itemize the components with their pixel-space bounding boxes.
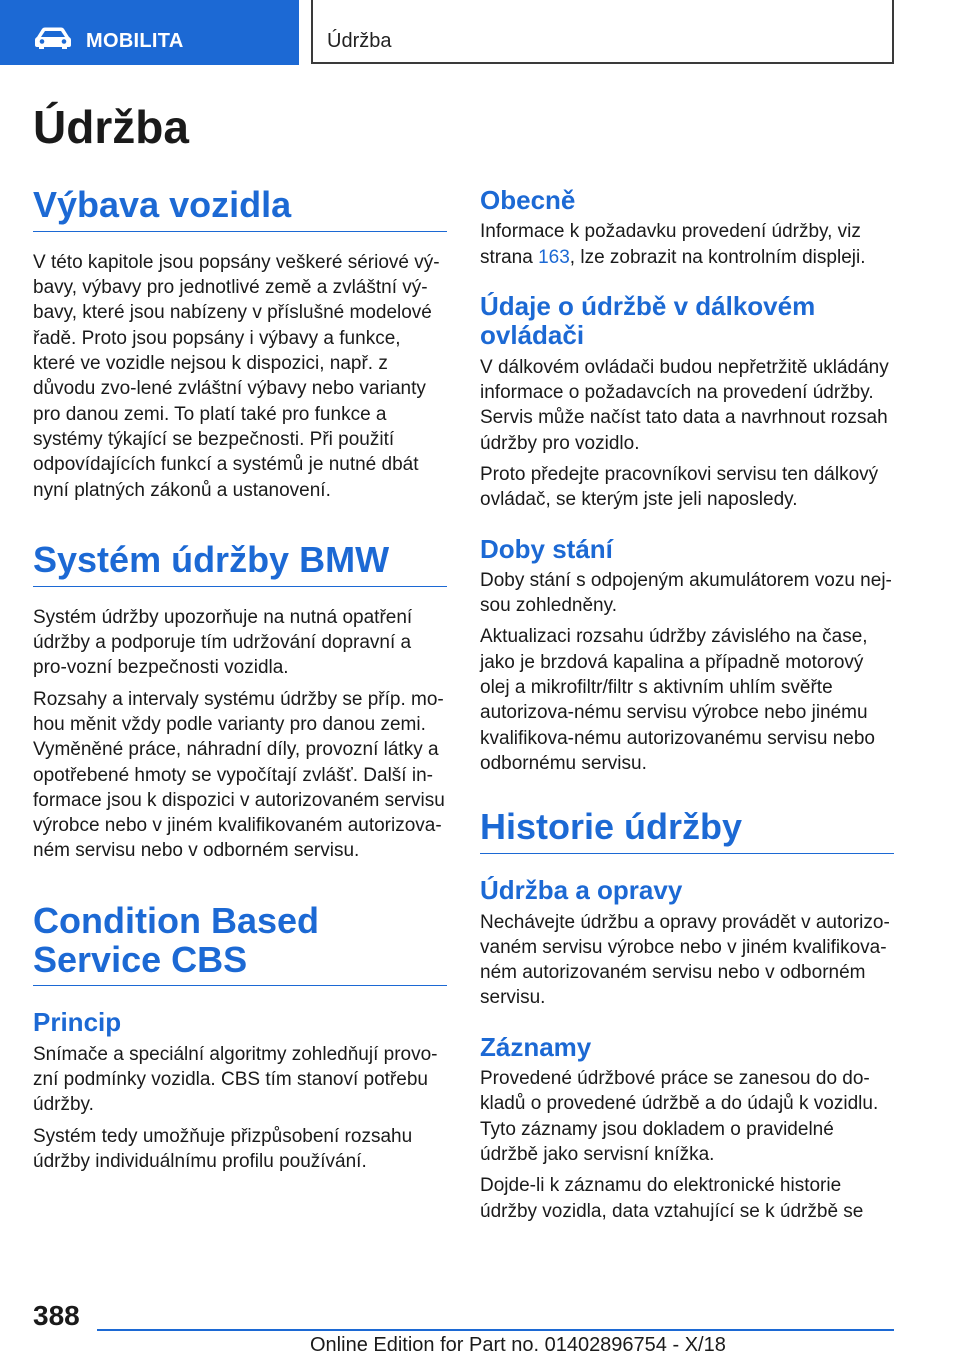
section-label: MOBILITA (86, 30, 184, 52)
right-column (480, 186, 894, 1230)
section-cbs (33, 899, 447, 1175)
heading-system-udrzby: Systém údržby BMW (33, 541, 447, 587)
subheading-princip: Princip (33, 1007, 122, 1038)
subheading-udaje: Údaje o údržbě v dálkovém ovládači (480, 290, 816, 351)
page-title: Údržba (33, 101, 189, 153)
text: Informace k požadavku provedení údržby, viz strana (480, 221, 861, 268)
section-vybava-vozidla (33, 186, 447, 503)
subheading-obecne: Obecně (480, 185, 576, 215)
subheading-zaznamy: Záznamy (480, 1031, 592, 1062)
subheading-udrzba-opravy: Údržba a opravy (480, 875, 683, 906)
paragraph: Provedené údržbové práce se zanesou do do-kladů o provedené údržbě a do údajů k vozidlu. Tyto záznamy jsou dokladem o pravidelné údržbě jako servisní knížka. (480, 1068, 879, 1165)
paragraph: V dálkovém ovládači budou nepřetržitě ukládány informace o požadavcích na provedení údržby. Servis může načíst tato data a navrhnout rozsah údržby pro vozidlo. (480, 356, 889, 454)
edition-note: Online Edition for Part no. 01402896754 - X/18 (310, 1334, 726, 1356)
paragraph: Nechávejte údržbu a opravy provádět v autorizo-vaném servisu výrobce nebo v jiném kvalifikova-ném autorizovaném servisu nebo v odborném servisu. (480, 911, 890, 1009)
breadcrumb-label: Údržba (327, 30, 392, 52)
paragraph (480, 219, 894, 270)
heading-cbs: Condition Based Service CBS (33, 902, 447, 987)
breadcrumb (311, 0, 894, 64)
paragraph: Systém údržby upozorňuje na nutná opatření údržby a podporuje tím udržování dopravní a pro-vozní bezpečnosti vozidla. (33, 606, 413, 679)
car-icon (34, 26, 72, 50)
heading-historie-udrzby: Historie údržby (480, 808, 894, 854)
paragraph: Snímače a speciální algoritmy zohledňují provo-zní podmínky vozidla. CBS tím stanoví potřebu údržby. (33, 1043, 438, 1116)
section-system-udrzby (33, 538, 447, 864)
paragraph: Systém tedy umožňuje přizpůsobení rozsahu údržby individuálnímu profilu používání. (33, 1125, 413, 1172)
paragraph: Rozsahy a intervaly systému údržby se příp. mo-hou měnit vždy podle varianty pro danou zemi. Vyměněné práce, náhradní díly, provozní látky a opotřebené hmoty se vypočítají zvlášť. Další in-formace jsou k dispozici v autorizovaném servisu výrobce nebo v jiném kvalifikovaném autorizova-ném servisu nebo v odborném servisu. (33, 688, 445, 862)
heading-vybava-vozidla: Výbava vozidla (33, 186, 447, 232)
footer-divider (97, 1329, 894, 1331)
paragraph: Doby stání s odpojeným akumulátorem vozu nej-sou zohledněny. (480, 569, 892, 617)
paragraph: Proto předejte pracovníkovi servisu ten dálkový ovládač, se kterým jste jeli naposledy. (480, 463, 879, 511)
page-link[interactable]: 163 (538, 246, 570, 268)
text: , lze zobrazit na kontrolním displeji. (569, 246, 866, 268)
paragraph: Aktualizaci rozsahu údržby závislého na čase, jako je brzdová kapalina a případně motorový olej a mikrofiltr/filtr s aktivním uhlím svěřte autorizova-nému servisu výrobce nebo jinému kvalifikova-nému autorizovanému servisu nebo odbornému servisu. (480, 626, 875, 774)
section-tab[interactable] (0, 0, 299, 65)
subheading-doby-stani: Doby stání (480, 533, 613, 564)
paragraph: V této kapitole jsou popsány veškeré sériové vý-bavy, výbavy pro jednotlivé země a zvláštní vý-bavy, které jsou nabízeny v příslušné modelové řadě. Proto jsou popsány i výbavy a funkce, které ve vozidle nejsou k dispozici, např. z důvodu zvo-lené zvláštní výbavy nebo varianty pro danou zemi. To platí také pro funkce a systémy týkající se bezpečnosti. Při použití odpovídajících funkcí a systémů je nutné dbát nyní platných zákonů a ustanovení. (33, 251, 440, 501)
left-column (33, 186, 447, 1180)
page-number: 388 (33, 1300, 80, 1331)
paragraph: Dojde-li k záznamu do elektronické historie údržby vozidla, data vztahující se k údržbě se (480, 1175, 864, 1222)
